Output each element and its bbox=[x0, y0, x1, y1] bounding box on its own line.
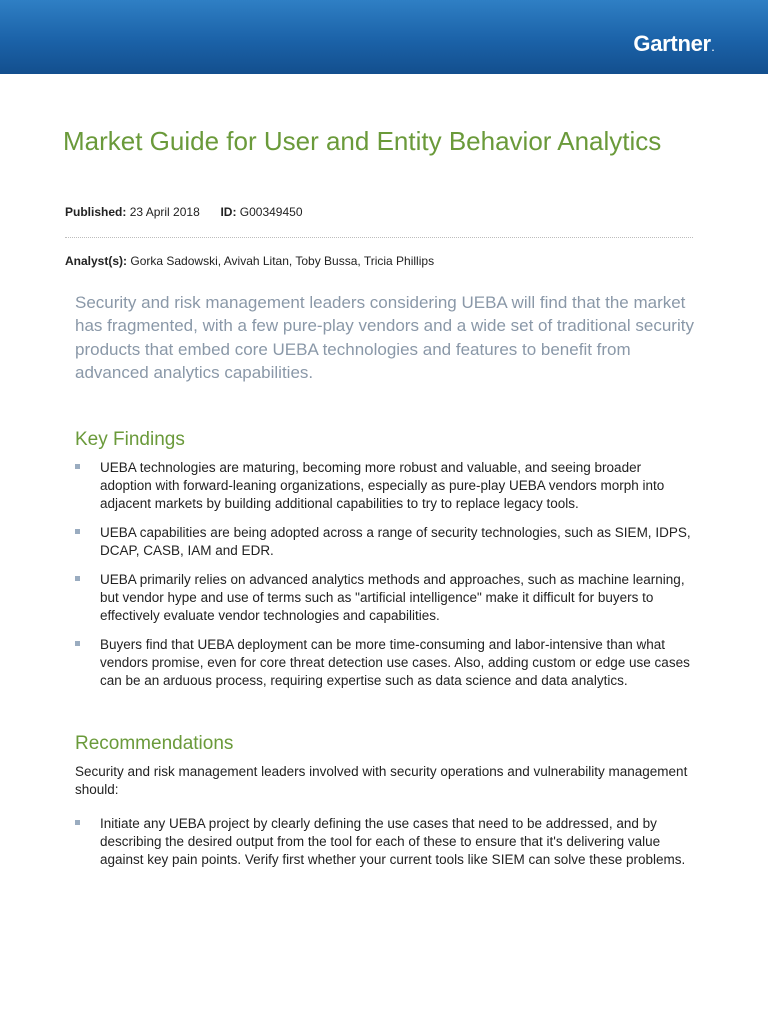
published-date: 23 April 2018 bbox=[129, 205, 200, 219]
analysts-label: Analyst(s): bbox=[65, 254, 128, 268]
list-item-text: Initiate any UEBA project by clearly defining the use cases that need to be addressed, and by describing the desired output from the tool for each of these to ensure that it's delivering value against key pain points. Verify first whether your current tools like SIEM can solve these problems. bbox=[100, 816, 686, 867]
list-item-text: UEBA capabilities are being adopted across a range of security technologies, such as SIEM, IDPS, DCAP, CASB, IAM and EDR. bbox=[100, 525, 691, 558]
recommendations-heading: Recommendations bbox=[75, 733, 234, 754]
square-bullet-icon bbox=[75, 820, 80, 825]
analysts-names: Gorka Sadowski, Avivah Litan, Toby Bussa, Tricia Phillips bbox=[130, 254, 435, 268]
brand-name: Gartner bbox=[633, 31, 711, 56]
square-bullet-icon bbox=[75, 576, 80, 581]
summary-paragraph: Security and risk management leaders considering UEBA will find that the market has fragmented, with a few pure-play vendors and a wide set of traditional security products that embed core UEBA technologies and features to benefit from advanced analytics capabilities. bbox=[75, 293, 694, 382]
brand-mark: . bbox=[711, 43, 714, 53]
key-findings-list bbox=[75, 459, 695, 701]
square-bullet-icon bbox=[75, 529, 80, 534]
square-bullet-icon bbox=[75, 641, 80, 646]
list-item bbox=[75, 459, 695, 513]
key-findings-heading: Key Findings bbox=[75, 429, 185, 450]
analysts-line bbox=[65, 254, 434, 268]
header-banner bbox=[0, 0, 768, 74]
list-item bbox=[75, 815, 695, 869]
publication-meta bbox=[65, 205, 303, 219]
list-item bbox=[75, 524, 695, 560]
square-bullet-icon bbox=[75, 464, 80, 469]
recommendations-list bbox=[75, 815, 695, 880]
document-id: G00349450 bbox=[239, 205, 303, 219]
recommendations-intro: Security and risk management leaders involved with security operations and vulnerability management should: bbox=[75, 764, 688, 797]
list-item bbox=[75, 571, 695, 625]
gartner-logo bbox=[633, 31, 714, 57]
page-title: Market Guide for User and Entity Behavior Analytics bbox=[63, 126, 662, 156]
published-label: Published: bbox=[65, 205, 127, 219]
id-label: ID: bbox=[220, 205, 237, 219]
list-item-text: UEBA primarily relies on advanced analytics methods and approaches, such as machine learning, but vendor hype and use of terms such as "artificial intelligence" make it difficult for buyers to effectively evaluate vendor technologies and capabilities. bbox=[100, 572, 685, 623]
list-item-text: Buyers find that UEBA deployment can be more time-consuming and labor-intensive than what vendors promise, even for core threat detection use cases. Also, adding custom or edge use cases can be an arduous process, requiring expertise such as data science and data analytics. bbox=[100, 637, 690, 688]
list-item bbox=[75, 636, 695, 690]
list-item-text: UEBA technologies are maturing, becoming more robust and valuable, and seeing broader adoption with forward-leaning organizations, especially as pure-play UEBA vendors morph into adjacent markets by building additional capabilities to try to replace legacy tools. bbox=[100, 460, 665, 511]
divider bbox=[65, 237, 693, 238]
